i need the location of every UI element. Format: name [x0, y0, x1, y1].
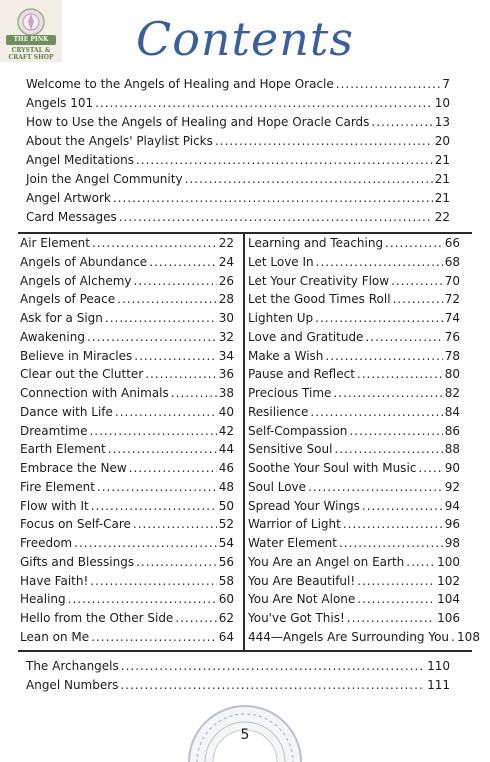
entry-title: Precious Time — [248, 386, 332, 400]
page-title: Contents — [136, 12, 354, 66]
entry-page-number: 94 — [444, 498, 460, 513]
dot-leader — [308, 478, 443, 496]
dot-leader — [115, 403, 217, 421]
entry-page-number: 70 — [444, 273, 460, 288]
intro-entry — [26, 151, 450, 169]
dot-leader — [113, 189, 433, 207]
left-entry — [20, 290, 234, 308]
intro-entry — [26, 208, 450, 226]
dot-leader — [121, 657, 425, 675]
dot-leader — [418, 459, 442, 477]
entry-page-number: 21 — [434, 153, 450, 167]
entry-title: You Are Not Alone — [248, 592, 356, 607]
left-entry — [20, 309, 234, 327]
entry-title: About the Angels' Playlist Picks — [26, 134, 213, 148]
dot-leader — [393, 290, 443, 308]
dot-leader — [68, 590, 217, 608]
column-divider — [243, 232, 245, 652]
dot-leader — [357, 365, 443, 383]
dot-leader — [119, 208, 433, 226]
intro-entry — [26, 132, 450, 150]
dot-leader — [87, 328, 217, 346]
entry-title: Spread Your Wings — [248, 498, 360, 513]
right-entry — [248, 365, 460, 383]
right-entry — [248, 403, 460, 421]
entry-page-number: 7 — [442, 77, 450, 91]
entry-title: Resilience — [248, 404, 309, 419]
entry-page-number: 76 — [444, 329, 460, 344]
entry-title: Sensitive Soul — [248, 442, 333, 457]
entry-page-number: 10 — [434, 96, 450, 110]
entry-title: Angels of Abundance — [20, 254, 148, 269]
entry-page-number: 106 — [437, 611, 460, 625]
intro-entry — [26, 189, 450, 207]
entry-page-number: 54 — [218, 536, 234, 550]
left-entry — [20, 572, 234, 590]
entry-title: Join the Angel Community — [26, 172, 183, 186]
dot-leader — [185, 170, 433, 188]
entry-page-number: 56 — [218, 554, 234, 569]
entry-title: Pause and Reflect — [248, 367, 355, 382]
right-entry — [248, 534, 460, 552]
entry-title: Soothe Your Soul with Music — [248, 461, 417, 475]
dot-leader — [74, 534, 217, 552]
dot-leader — [391, 272, 443, 290]
dot-leader — [339, 534, 443, 552]
dot-leader — [171, 384, 217, 402]
entry-page-number: 52 — [218, 517, 234, 532]
entry-page-number: 21 — [434, 191, 450, 205]
entry-title: Self-Compassion — [248, 423, 348, 438]
dot-leader — [334, 440, 442, 458]
right-entry — [248, 272, 460, 290]
entry-page-number: 100 — [437, 554, 460, 569]
entry-page-number: 48 — [218, 479, 234, 494]
intro-entry — [26, 75, 450, 93]
entry-title: Freedom — [20, 536, 73, 550]
entry-title: Welcome to the Angels of Healing and Hope Oracle — [26, 77, 334, 91]
dot-leader — [91, 628, 217, 646]
entry-title: Make a Wish — [248, 348, 324, 363]
entry-page-number: 13 — [434, 115, 450, 129]
entry-title: Dance with Life — [20, 404, 113, 419]
entry-title: Warrior of Light — [248, 517, 341, 532]
dot-leader — [108, 440, 217, 458]
dot-leader — [133, 515, 217, 533]
entry-page-number: 32 — [218, 329, 234, 344]
right-entry — [248, 515, 460, 533]
dot-leader — [136, 151, 433, 169]
entry-page-number: 96 — [444, 517, 460, 532]
right-entry — [248, 253, 460, 271]
entry-page-number: 90 — [444, 461, 460, 475]
entry-page-number: 66 — [444, 236, 460, 250]
entry-page-number: 64 — [218, 629, 234, 644]
entry-page-number: 58 — [218, 573, 234, 588]
entry-title: Let Your Creativity Flow — [248, 273, 390, 288]
logo-line-2: CRYSTAL & CRAFT SHOP — [8, 47, 54, 61]
left-entry — [20, 234, 234, 252]
dot-leader — [325, 347, 442, 365]
entry-page-number: 110 — [427, 659, 450, 673]
entry-page-number: 108 — [457, 629, 480, 644]
entry-title: Gifts and Blessings — [20, 554, 135, 569]
entry-title: Learning and Teaching — [248, 236, 384, 250]
right-entry — [248, 572, 460, 590]
entry-title: Hello from the Other Side — [20, 611, 174, 625]
left-entry — [20, 590, 234, 608]
dot-leader — [89, 422, 216, 440]
entry-page-number: 88 — [444, 442, 460, 457]
right-entry — [248, 422, 460, 440]
left-entry — [20, 553, 234, 571]
entry-page-number: 104 — [437, 592, 460, 607]
dot-leader — [129, 459, 217, 477]
entry-title: The Archangels — [26, 659, 119, 673]
right-entry — [248, 590, 460, 608]
left-entry — [20, 515, 234, 533]
entry-title: Flow with It — [20, 498, 89, 513]
dot-leader — [385, 234, 443, 252]
right-entry — [248, 384, 460, 402]
entry-title: Healing — [20, 592, 66, 607]
entry-page-number: 34 — [218, 348, 234, 363]
entry-title: You Are Beautiful! — [248, 573, 356, 588]
outro-entry — [26, 657, 450, 675]
page-number: 5 — [240, 727, 250, 743]
dot-leader — [365, 328, 442, 346]
dot-leader — [92, 234, 217, 252]
entry-title: Believe in Miracles — [20, 348, 133, 363]
entry-title: Angel Artwork — [26, 191, 111, 205]
entry-title: Lighten Up — [248, 311, 314, 325]
entry-page-number: 92 — [444, 479, 460, 494]
entry-page-number: 111 — [427, 678, 450, 692]
dot-leader — [357, 572, 435, 590]
dot-leader — [336, 75, 441, 93]
entry-title: Angel Meditations — [26, 153, 134, 167]
entry-title: Love and Gratitude — [248, 329, 364, 344]
entry-title: Ask for a Sign — [20, 311, 103, 325]
right-entry — [248, 290, 460, 308]
entry-title: Angels 101 — [26, 96, 94, 110]
entry-title: Card Messages — [26, 210, 117, 224]
entry-page-number: 84 — [444, 404, 460, 419]
entry-title: Lean on Me — [20, 629, 90, 644]
right-entry — [248, 497, 460, 515]
dot-leader — [371, 113, 432, 131]
entry-title: Have Faith! — [20, 573, 89, 588]
left-entry — [20, 422, 234, 440]
right-entry — [248, 234, 460, 252]
entry-title: Let Love In — [248, 254, 314, 269]
entry-title: Dreamtime — [20, 423, 88, 438]
entry-title: Fire Element — [20, 479, 95, 494]
dot-leader — [215, 132, 433, 150]
left-entry — [20, 459, 234, 477]
logo-line-1: THE PINK — [13, 36, 49, 43]
dot-leader — [310, 403, 442, 421]
right-entry — [248, 478, 460, 496]
dot-leader — [362, 497, 443, 515]
entry-page-number: 78 — [444, 348, 460, 363]
left-entry — [20, 534, 234, 552]
entry-title: Earth Element — [20, 442, 106, 457]
dot-leader — [145, 365, 217, 383]
entry-page-number: 102 — [437, 573, 460, 588]
right-entry — [248, 440, 460, 458]
left-entry — [20, 347, 234, 365]
dot-leader — [105, 309, 217, 327]
entry-title: Connection with Animals — [20, 386, 169, 400]
entry-page-number: 60 — [218, 592, 234, 607]
left-entry — [20, 365, 234, 383]
dot-leader — [136, 553, 217, 571]
entry-page-number: 30 — [218, 311, 234, 325]
entry-page-number: 42 — [218, 423, 234, 438]
entry-page-number: 22 — [218, 236, 234, 250]
left-entry — [20, 497, 234, 515]
dot-leader — [451, 628, 455, 646]
dot-leader — [315, 309, 443, 327]
dot-leader — [357, 590, 435, 608]
entry-page-number: 50 — [218, 498, 234, 513]
dot-leader — [347, 609, 435, 627]
entry-page-number: 46 — [218, 461, 234, 475]
right-entry — [248, 609, 460, 627]
entry-page-number: 26 — [218, 273, 234, 288]
right-entry — [248, 309, 460, 327]
entry-page-number: 62 — [218, 611, 234, 625]
entry-page-number: 72 — [444, 292, 460, 307]
dot-leader — [120, 676, 425, 694]
entry-title: Air Element — [20, 236, 90, 250]
entry-title: Let the Good Times Roll — [248, 292, 391, 307]
dot-leader — [349, 422, 442, 440]
outro-entry — [26, 676, 450, 694]
entry-title: Embrace the New — [20, 461, 127, 475]
intro-entry — [26, 170, 450, 188]
right-entry — [248, 553, 460, 571]
dot-leader — [95, 94, 433, 112]
dot-leader — [134, 347, 216, 365]
right-entry — [248, 628, 480, 646]
entry-page-number: 28 — [218, 292, 234, 307]
left-entry — [20, 609, 234, 627]
entry-title: Soul Love — [248, 479, 307, 494]
entry-title: Angels of Peace — [20, 292, 116, 307]
right-entry — [248, 328, 460, 346]
entry-title: You've Got This! — [248, 611, 345, 625]
entry-page-number: 98 — [444, 536, 460, 550]
dot-leader — [406, 553, 435, 571]
dot-leader — [149, 253, 217, 271]
entry-page-number: 21 — [434, 172, 450, 186]
dot-leader — [175, 609, 216, 627]
entry-page-number: 80 — [444, 367, 460, 382]
entry-page-number: 44 — [218, 442, 234, 457]
entry-title: Awakening — [20, 329, 85, 344]
left-entry — [20, 384, 234, 402]
entry-page-number: 36 — [218, 367, 234, 382]
entry-page-number: 20 — [434, 134, 450, 148]
dot-leader — [90, 572, 216, 590]
entry-title: Angel Numbers — [26, 678, 119, 692]
entry-title: How to Use the Angels of Healing and Hope Oracle Cards — [26, 115, 370, 129]
entry-page-number: 68 — [444, 254, 460, 269]
entry-title: You Are an Angel on Earth — [248, 554, 405, 569]
left-entry — [20, 328, 234, 346]
dot-leader — [316, 253, 443, 271]
entry-page-number: 40 — [218, 404, 234, 419]
dot-leader — [117, 290, 217, 308]
left-entry — [20, 478, 234, 496]
bottom-divider — [18, 650, 472, 652]
right-entry — [248, 459, 460, 477]
entry-page-number: 38 — [218, 386, 234, 400]
dot-leader — [97, 478, 217, 496]
entry-title: Focus on Self-Care — [20, 517, 131, 532]
left-entry — [20, 253, 234, 271]
left-entry — [20, 403, 234, 421]
entry-title: 444—Angels Are Surrounding You — [248, 629, 450, 644]
dot-leader — [343, 515, 443, 533]
dot-leader — [134, 272, 217, 290]
left-entry — [20, 272, 234, 290]
left-entry — [20, 628, 234, 646]
entry-page-number: 22 — [434, 210, 450, 224]
dot-leader — [91, 497, 217, 515]
dot-leader — [333, 384, 442, 402]
entry-title: Clear out the Clutter — [20, 367, 144, 382]
entry-page-number: 74 — [444, 311, 460, 325]
intro-entry — [26, 113, 450, 131]
intro-entry — [26, 94, 450, 112]
entry-page-number: 86 — [444, 423, 460, 438]
right-entry — [248, 347, 460, 365]
entry-page-number: 82 — [444, 386, 460, 400]
left-entry — [20, 440, 234, 458]
entry-title: Water Element — [248, 536, 337, 550]
entry-title: Angels of Alchemy — [20, 273, 132, 288]
entry-page-number: 24 — [218, 254, 234, 269]
